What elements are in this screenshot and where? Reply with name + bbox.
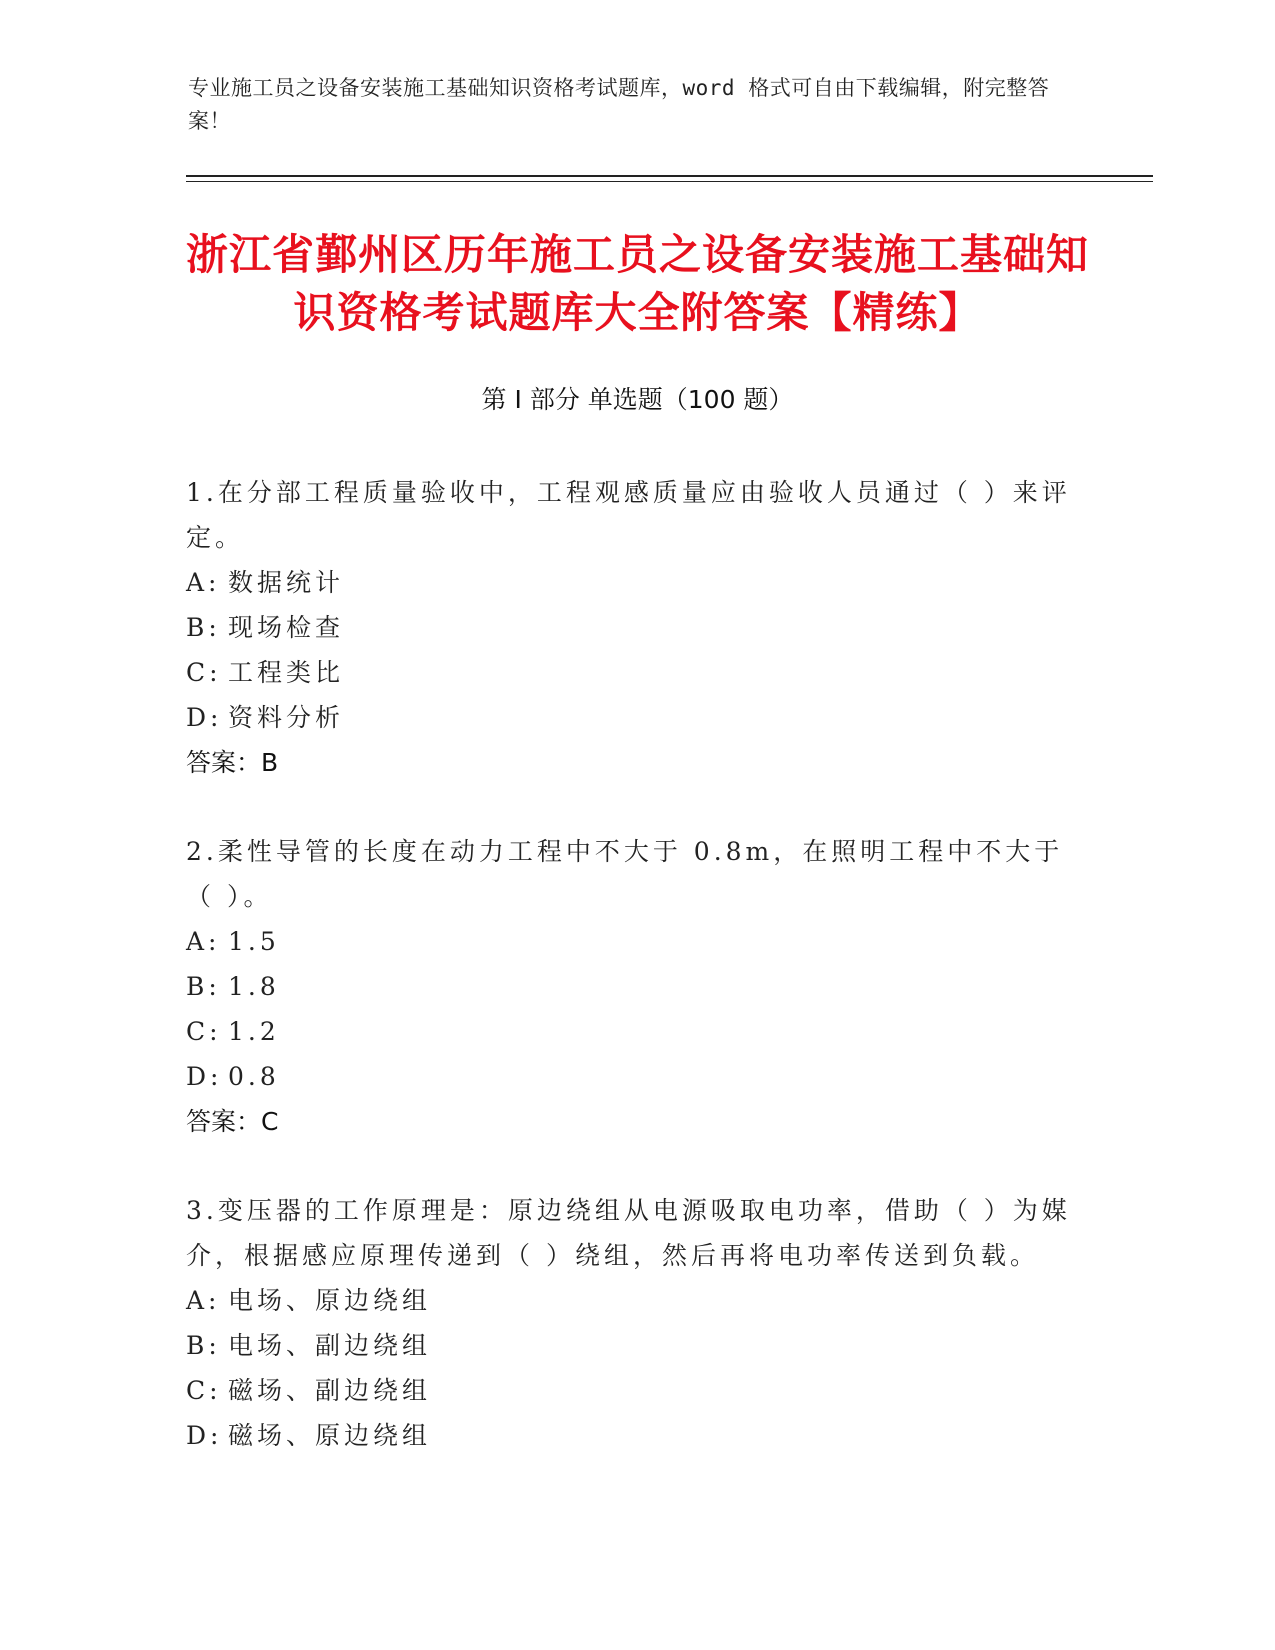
question-text: 3.变压器的工作原理是：原边绕组从电源吸取电功率，借助（ ）为媒介，根据感应原理传递到（ ）绕组，然后再将电功率传送到负载。 xyxy=(186,1196,1071,1270)
section-heading: 第 I 部分 单选题（100 题） xyxy=(481,385,794,414)
option-key: C: xyxy=(186,1017,222,1046)
option-d xyxy=(186,695,1086,740)
option-a xyxy=(186,560,1086,605)
question-item xyxy=(186,1188,1086,1458)
option-d xyxy=(186,1054,1086,1099)
option-a xyxy=(186,919,1086,964)
option-text: 电场、原边绕组 xyxy=(228,1286,432,1315)
option-b xyxy=(186,1323,1086,1368)
option-c xyxy=(186,650,1086,695)
answer-line: 答案：B xyxy=(186,748,279,777)
document-title: 浙江省鄞州区历年施工员之设备安装施工基础知识资格考试题库大全附答案【精练】 xyxy=(186,230,1090,337)
option-key: A: xyxy=(186,1286,221,1315)
option-key: B: xyxy=(186,972,221,1001)
option-text: 电场、副边绕组 xyxy=(228,1331,432,1360)
option-text: 工程类比 xyxy=(228,658,345,687)
option-c xyxy=(186,1368,1086,1413)
header-divider-thick xyxy=(186,175,1153,177)
option-key: A: xyxy=(186,927,221,956)
question-item xyxy=(186,470,1086,785)
option-text: 1.2 xyxy=(228,1017,280,1046)
header-divider-thin xyxy=(186,181,1153,182)
question-text: 2.柔性导管的长度在动力工程中不大于 0.8m，在照明工程中不大于（ ）。 xyxy=(186,837,1064,911)
option-b xyxy=(186,964,1086,1009)
option-key: D: xyxy=(186,1062,223,1091)
question-text: 1.在分部工程质量验收中，工程观感质量应由验收人员通过（ ）来评定。 xyxy=(186,478,1071,552)
option-key: D: xyxy=(186,703,223,732)
option-key: B: xyxy=(186,613,221,642)
answer-line: 答案：C xyxy=(186,1107,279,1136)
option-a xyxy=(186,1278,1086,1323)
option-c xyxy=(186,1009,1086,1054)
option-text: 现场检查 xyxy=(228,613,345,642)
option-text: 1.8 xyxy=(228,972,280,1001)
option-d xyxy=(186,1413,1086,1458)
header-note: 专业施工员之设备安装施工基础知识资格考试题库，word 格式可自由下载编辑，附完整答案！ xyxy=(188,76,1050,133)
option-key: B: xyxy=(186,1331,221,1360)
question-item xyxy=(186,829,1086,1144)
option-text: 数据统计 xyxy=(228,568,345,597)
option-b xyxy=(186,605,1086,650)
option-text: 磁场、副边绕组 xyxy=(228,1376,432,1405)
option-key: A: xyxy=(186,568,221,597)
option-key: D: xyxy=(186,1421,223,1450)
option-text: 磁场、原边绕组 xyxy=(228,1421,432,1450)
option-text: 资料分析 xyxy=(228,703,345,732)
option-key: C: xyxy=(186,1376,222,1405)
option-text: 0.8 xyxy=(228,1062,280,1091)
question-list xyxy=(186,470,1086,1502)
option-key: C: xyxy=(186,658,222,687)
option-text: 1.5 xyxy=(228,927,280,956)
